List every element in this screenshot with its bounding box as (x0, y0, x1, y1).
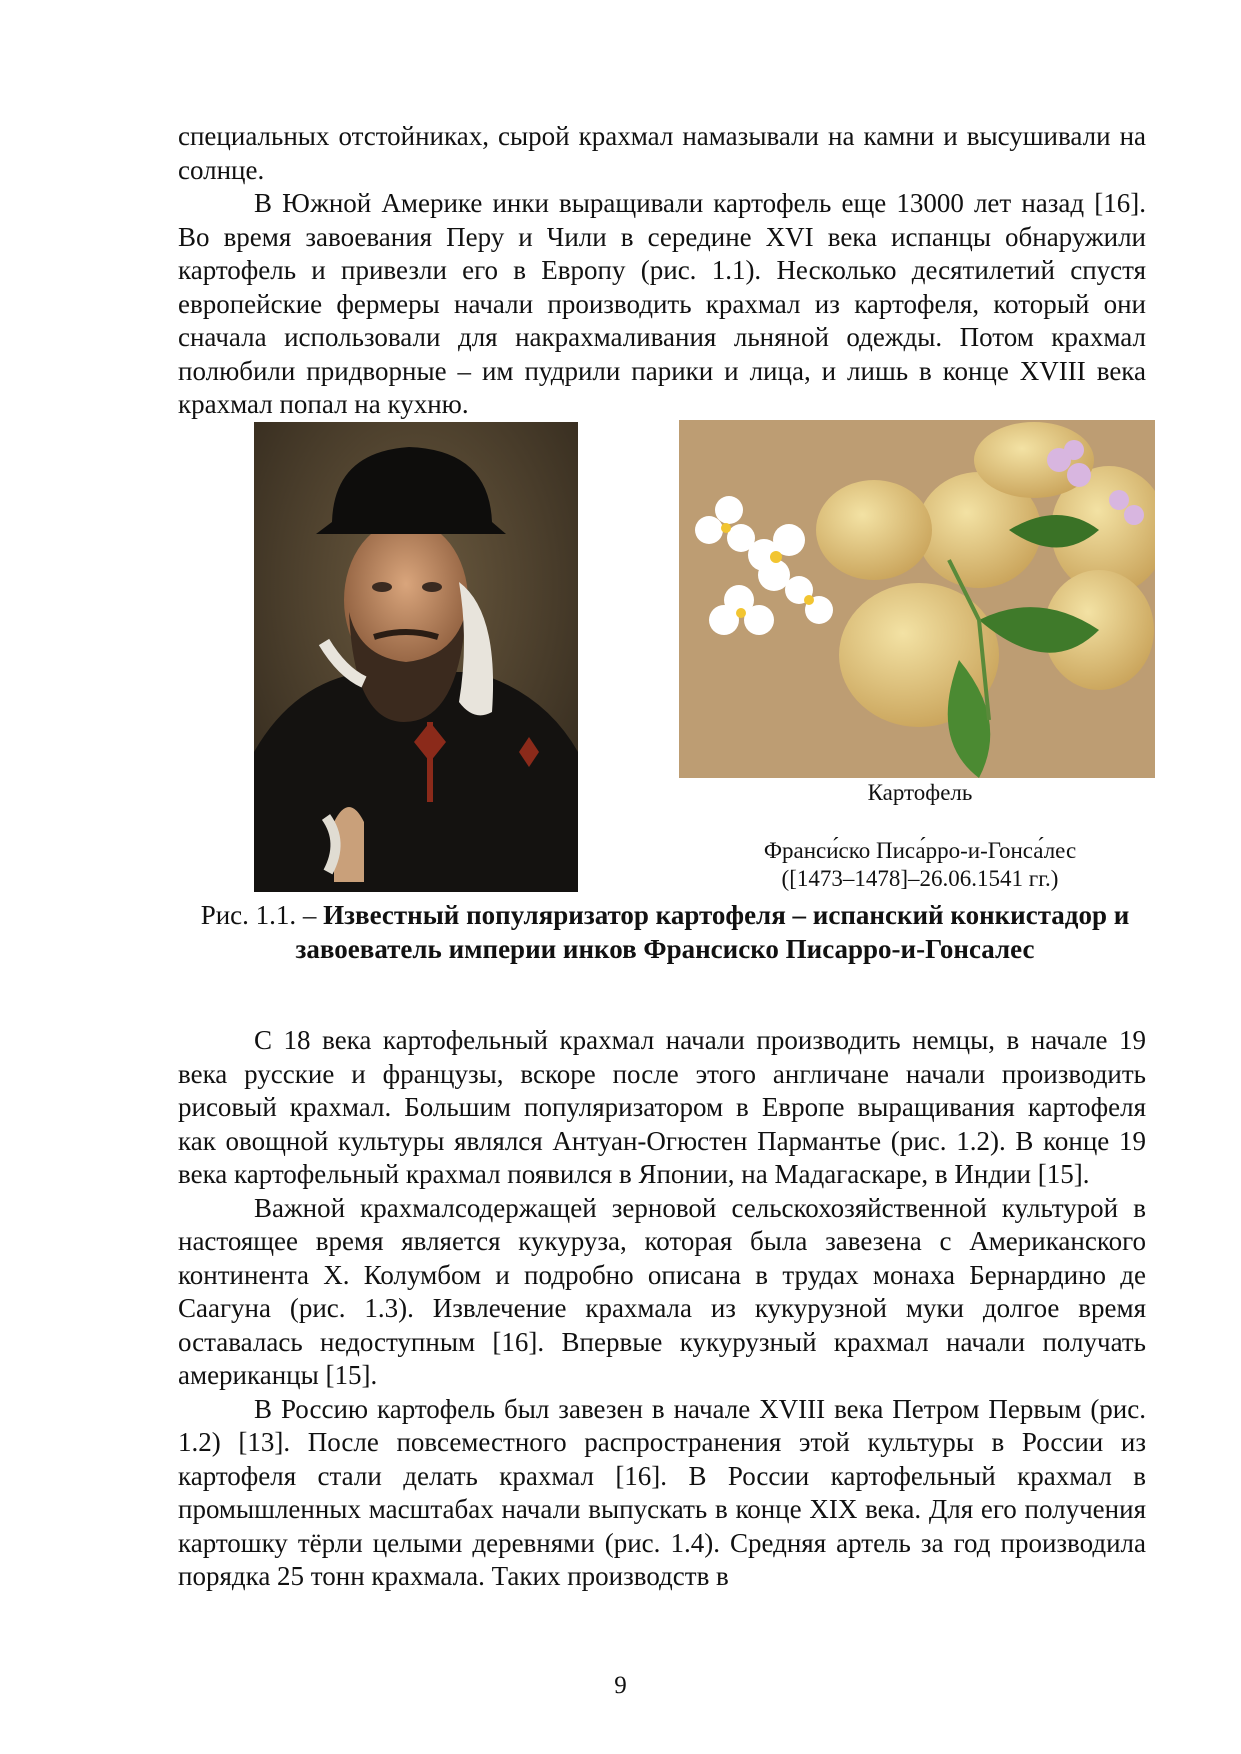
figure-caption-prefix: Рис. 1.1. – (200, 900, 324, 930)
potato-image (679, 420, 1155, 778)
text-block-bottom (178, 1024, 1146, 1594)
figure-caption-title: Известный популяризатор картофеля – испанский конкистадор и завоеватель империи инков Франсиско Писарро-и-Гонсалес (295, 900, 1130, 964)
paragraph: В Россию картофель был завезен в начале XVIII века Петром Первым (рис. 1.2) [13]. После повсеместного распространения этой культуры в России из картофеля стали делать крахмал [16]. В России картофельный крахмал в промышленных масштабах начали выпускать в конце XIX века. Для его получения картошку тёрли целыми деревнями (рис. 1.4). Средняя артель за год производила порядка 25 тонн крахмала. Таких производств в (178, 1393, 1146, 1591)
portrait-caption-dates: ([1473–1478]–26.06.1541 гг.) (781, 866, 1059, 891)
portrait-caption-name: Франси́ско Писа́рро-и-Гонса́лес (763, 838, 1077, 863)
figure-caption (200, 898, 1130, 966)
pizarro-portrait-image (254, 422, 578, 892)
paragraph: С 18 века картофельный крахмал начали производить немцы, в начале 19 века русские и французы, вскоре после этого англичане начали производить рисовый крахмал. Большим популяризатором в Европе выращивания картофеля как овощной культуры являлся Антуан-Огюстен Пармантье (рис. 1.2). В конце 19 века картофельный крахмал появился в Японии, на Мадагаскаре, в Индии [15]. (178, 1025, 1146, 1189)
paragraph: В Южной Америке инки выращивали картофель еще 13000 лет назад [16]. Во время завоевания Перу и Чили в середине XVI века испанцы обнаружили картофель и привезли его в Европу (рис. 1.1). Несколько десятилетий спустя европейские фермеры начали производить крахмал из картофеля, который они сначала использовали для накрахмаливания льняной одежды. Потом крахмал полюбили придворные – им пудрили парики и лица, и лишь в конце XVIII века крахмал попал на кухню. (178, 188, 1146, 419)
potato-caption: Картофель (867, 780, 973, 805)
paragraph: специальных отстойниках, сырой крахмал намазывали на камни и высушивали на солнце. (178, 121, 1146, 185)
text-block-top (178, 120, 1146, 422)
portrait-caption (720, 837, 1120, 893)
paragraph: Важной крахмалсодержащей зерновой сельскохозяйственной культурой в настоящее время является кукуруза, которая была завезена с Американского континента Х. Колумбом и подробно описана в трудах монаха Бернардино де Саагуна (рис. 1.3). Извлечение крахмала из кукурузной муки долгое время оставалась недоступным [16]. Впервые кукурузный крахмал начали получать американцы [15]. (178, 1192, 1146, 1390)
page-number: 9 (614, 1672, 627, 1699)
